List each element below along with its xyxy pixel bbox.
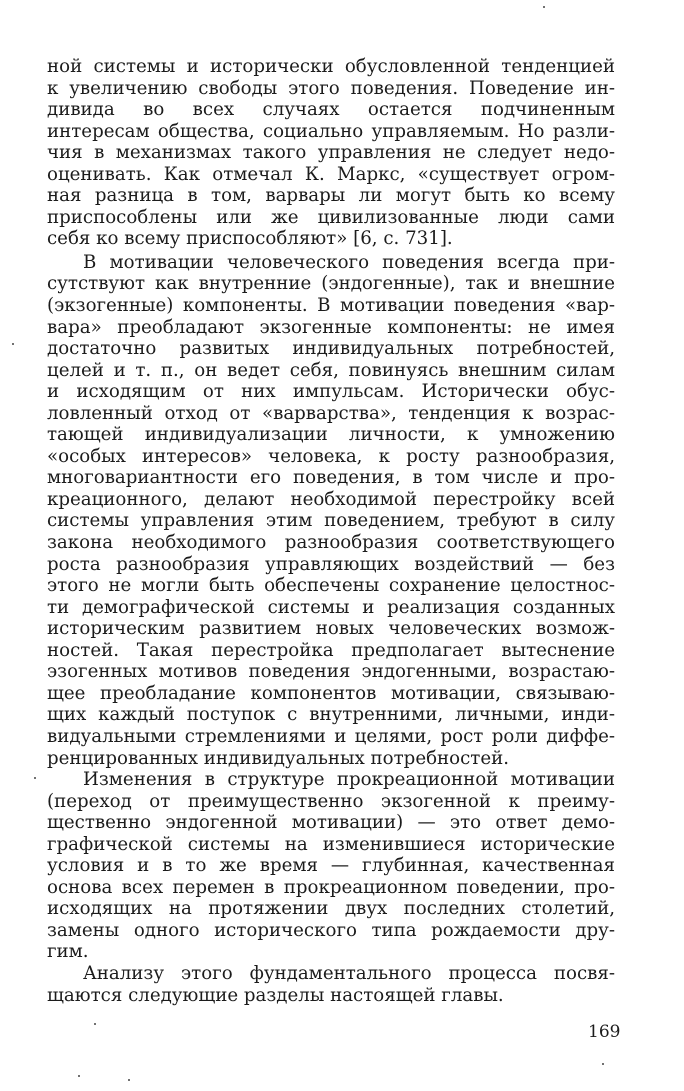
print-speck <box>602 1063 604 1065</box>
text-line: интересам общества, социально управляемым. Но разли- <box>47 120 615 142</box>
text-line: щественно эндогенной мотивации) — это ответ демо- <box>47 812 615 834</box>
text-line: основа всех перемен в прокреационном поведении, про- <box>47 876 615 898</box>
text-line: эзогенных мотивов поведения эндогенными, возрастаю- <box>47 661 615 683</box>
text-line: (экзогенные) компоненты. В мотивации поведения «вар- <box>47 295 615 317</box>
print-speck <box>543 6 545 8</box>
text-line: условия и в то же время — глубинная, качественная <box>47 855 615 877</box>
text-line: к увеличению свободы этого поведения. Поведение ин- <box>47 77 615 99</box>
text-line: роста разнообразия управляющих воздействий — без <box>47 553 615 575</box>
text-line: щее преобладание компонентов мотивации, связываю- <box>47 682 615 704</box>
print-speck <box>12 343 14 345</box>
text-line: многовариантности его поведения, в том числе и про- <box>47 467 615 489</box>
print-speck <box>78 1075 80 1077</box>
text-line: тающей индивидуализации личности, к умножению <box>47 424 615 446</box>
text-line: системы управления этим поведением, требуют в силу <box>47 510 615 532</box>
text-line: ловленный отход от «варварства», тенденция к возрас- <box>47 402 615 424</box>
paragraph-1 <box>47 56 615 250</box>
text-line: (переход от преимущественно экзогенной к преиму- <box>47 790 615 812</box>
text-line: ной системы и исторически обусловленной тенденцией <box>47 56 615 77</box>
page-body <box>47 56 615 1006</box>
text-line: графической системы на изменившиеся исторические <box>47 833 615 855</box>
paragraph-4 <box>47 963 615 1006</box>
text-line: дивида во всех случаях остается подчиненным <box>47 99 615 121</box>
text-line: исходящих на протяжении двух последних столетий, <box>47 898 615 920</box>
text-line: историческим развитием новых человеческих возмож- <box>47 618 615 640</box>
text-line: целей и т. п., он ведет себя, повинуясь внешним силам <box>47 359 615 381</box>
text-line: ренцированных индивидуальных потребностей. <box>47 747 510 769</box>
text-line: оценивать. Как отмечал К. Маркс, «существует огром- <box>47 163 615 185</box>
text-line: ностей. Такая перестройка предполагает вытеснение <box>47 639 615 661</box>
text-line: закона необходимого разнообразия соответствующего <box>47 532 615 554</box>
text-line: гим. <box>47 941 89 963</box>
text-line: Изменения в структуре прокреационной мотивации <box>83 769 615 791</box>
text-line: замены одного исторического типа рождаемости дру- <box>47 919 615 941</box>
text-line: достаточно развитых индивидуальных потребностей, <box>47 338 615 360</box>
text-line: В мотивации человеческого поведения всегда при- <box>83 251 615 273</box>
text-line: щаются следующие разделы настоящей главы. <box>47 984 504 1006</box>
text-line: Анализу этого фундаментального процесса посвя- <box>83 962 615 984</box>
text-line: чия в механизмах такого управления не следует недо- <box>47 142 615 164</box>
text-line: креационного, делают необходимой перестройку всей <box>47 488 615 510</box>
paragraph-2 <box>47 252 615 769</box>
text-line: видуальными стремлениями и целями, рост роли диффе- <box>47 725 615 747</box>
text-line: ная разница в том, варвары ли могут быть ко всему <box>47 185 615 207</box>
text-line: и исходящим от них импульсам. Исторически обус- <box>47 381 615 403</box>
text-line: щих каждый поступок с внутренними, личными, инди- <box>47 704 615 726</box>
text-line: себя ко всему приспособляют» [6, с. 731]. <box>47 228 453 250</box>
text-line: ти демографической системы и реализация созданных <box>47 596 615 618</box>
text-line: вара» преобладают экзогенные компоненты: не имея <box>47 316 615 338</box>
page-number: 169 <box>588 1022 621 1042</box>
print-speck <box>34 777 36 779</box>
text-line: этого не могли быть обеспечены сохранение целостнос- <box>47 575 615 597</box>
text-line: приспособлены или же цивилизованные люди сами <box>47 206 615 228</box>
print-speck <box>94 1023 96 1025</box>
print-speck <box>128 1079 130 1081</box>
text-line: «особых интересов» человека, к росту разнообразия, <box>47 445 615 467</box>
paragraph-3 <box>47 769 615 963</box>
text-line: сутствуют как внутренние (эндогенные), так и внешние <box>47 273 615 295</box>
